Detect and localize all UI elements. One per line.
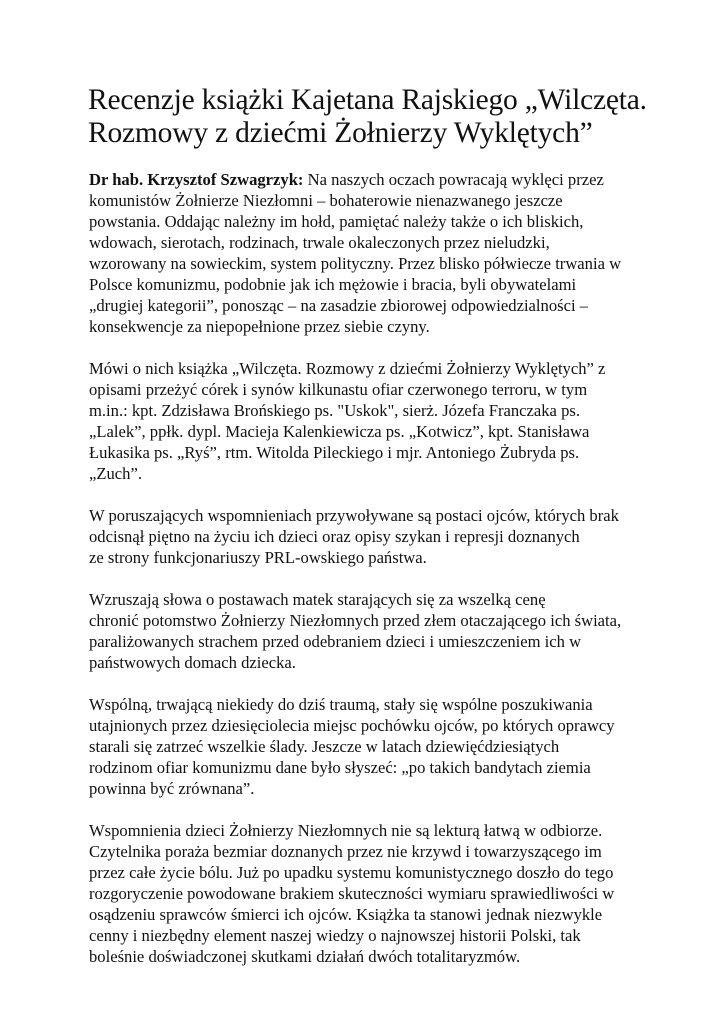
review-body [89, 169, 689, 988]
title-line: Rozmowy z dziećmi Żołnierzy Wyklętych” [88, 117, 593, 149]
paragraph-line: Wzruszają słowa o postawach matek starających się za wszelką cenę [89, 590, 546, 609]
paragraph [89, 505, 689, 568]
reviewer-name: Dr hab. Krzysztof Szwagrzyk: [89, 170, 304, 189]
paragraph-line: Łukasika ps. „Ryś”, rtm. Witolda Pileckiego i mjr. Antoniego Żubryda ps. [89, 443, 580, 462]
paragraph-line: m.in.: kpt. Zdzisława Brońskiego ps. "Uskok", sierż. Józefa Franczaka ps. [89, 401, 580, 420]
paragraph-line: Polsce komunizmu, podobnie jak ich mężowie i bracia, byli obywatelami [89, 275, 577, 294]
paragraph-line-text: Na naszych oczach powracają wyklęci przez [303, 170, 604, 189]
paragraph-line: W poruszających wspomnieniach przywoływane są postaci ojców, których brak [89, 506, 619, 525]
title-line: Recenzje książki Kajetana Rajskiego „Wilczęta. [88, 84, 647, 116]
paragraph-line: utajnionych przez dziesięciolecia miejsc pochówku ojców, po których oprawcy [89, 716, 615, 735]
paragraph-line: powinna być zrównana”. [89, 779, 255, 798]
paragraph [89, 694, 689, 799]
paragraph-line: opisami przeżyć córek i synów kilkunastu ofiar czerwonego terroru, w tym [89, 380, 588, 399]
paragraph-line: starali się zatrzeć wszelkie ślady. Jeszcze w latach dziewięćdziesiątych [89, 737, 560, 756]
paragraph-line: odcisnął piętno na życiu ich dzieci oraz opisy szykan i represji doznanych [89, 527, 580, 546]
paragraph-line: osądzeniu sprawców śmierci ich ojców. Książka ta stanowi jednak niezwykle [89, 905, 603, 924]
paragraph-line: chronić potomstwo Żołnierzy Niezłomnych przed złem otaczającego ich świata, [89, 611, 622, 630]
paragraph-line: konsekwencje za niepopełnione przez siebie czyny. [89, 317, 430, 336]
paragraph-line: wzorowany na sowieckim, system polityczny. Przez blisko półwiecze trwania w [89, 254, 622, 273]
paragraph [89, 589, 689, 673]
paragraph-line: „Zuch”. [89, 464, 142, 483]
paragraph-line: Mówi o nich książka „Wilczęta. Rozmowy z dziećmi Żołnierzy Wyklętych” z [89, 359, 606, 378]
paragraph-line: państwowych domach dziecka. [89, 653, 296, 672]
paragraph-line: komunistów Żołnierze Niezłomni – bohaterowie nienazwanego jeszcze [89, 191, 563, 210]
paragraph-line: cenny i niezbędny element naszej wiedzy o najnowszej historii Polski, tak [89, 926, 581, 945]
paragraph [89, 820, 689, 967]
paragraph-line: „Lalek”, ppłk. dypl. Macieja Kalenkiewicza ps. „Kotwicz”, kpt. Stanisława [89, 422, 590, 441]
paragraph-line: boleśnie doświadczonej skutkami działań dwóch totalitaryzmów. [89, 947, 521, 966]
paragraph-line: rodzinom ofiar komunizmu dane było słyszeć: „po takich bandytach ziemia [89, 758, 591, 777]
document-title [88, 84, 688, 150]
paragraph [89, 358, 689, 484]
paragraph-line: „drugiej kategorii”, ponosząc – na zasadzie zbiorowej odpowiedzialności – [89, 296, 589, 315]
paragraph-line: Wspólną, trwającą niekiedy do dziś traumą, stały się wspólne poszukiwania [89, 695, 593, 714]
paragraph-line: przez całe życie bólu. Już po upadku systemu komunistycznego doszło do tego [89, 863, 614, 882]
paragraph-line [89, 169, 689, 190]
paragraph-line: Czytelnika poraża bezmiar doznanych przez nie krzywd i towarzyszącego im [89, 842, 602, 861]
paragraph-line: powstania. Oddając należny im hołd, pamiętać należy także o ich bliskich, [89, 212, 584, 231]
paragraph-line: rozgoryczenie powodowane brakiem skuteczności wymiaru sprawiedliwości w [89, 884, 615, 903]
paragraph [89, 169, 689, 337]
paragraph-line: ze strony funkcjonariuszy PRL-owskiego państwa. [89, 548, 427, 567]
paragraph-line: paraliżowanych strachem przed odebraniem dzieci i umieszczeniem ich w [89, 632, 582, 651]
paragraph-line: Wspomnienia dzieci Żołnierzy Niezłomnych nie są lekturą łatwą w odbiorze. [89, 821, 603, 840]
paragraph-line: wdowach, sierotach, rodzinach, trwale okaleczonych przez nieludzki, [89, 233, 550, 252]
